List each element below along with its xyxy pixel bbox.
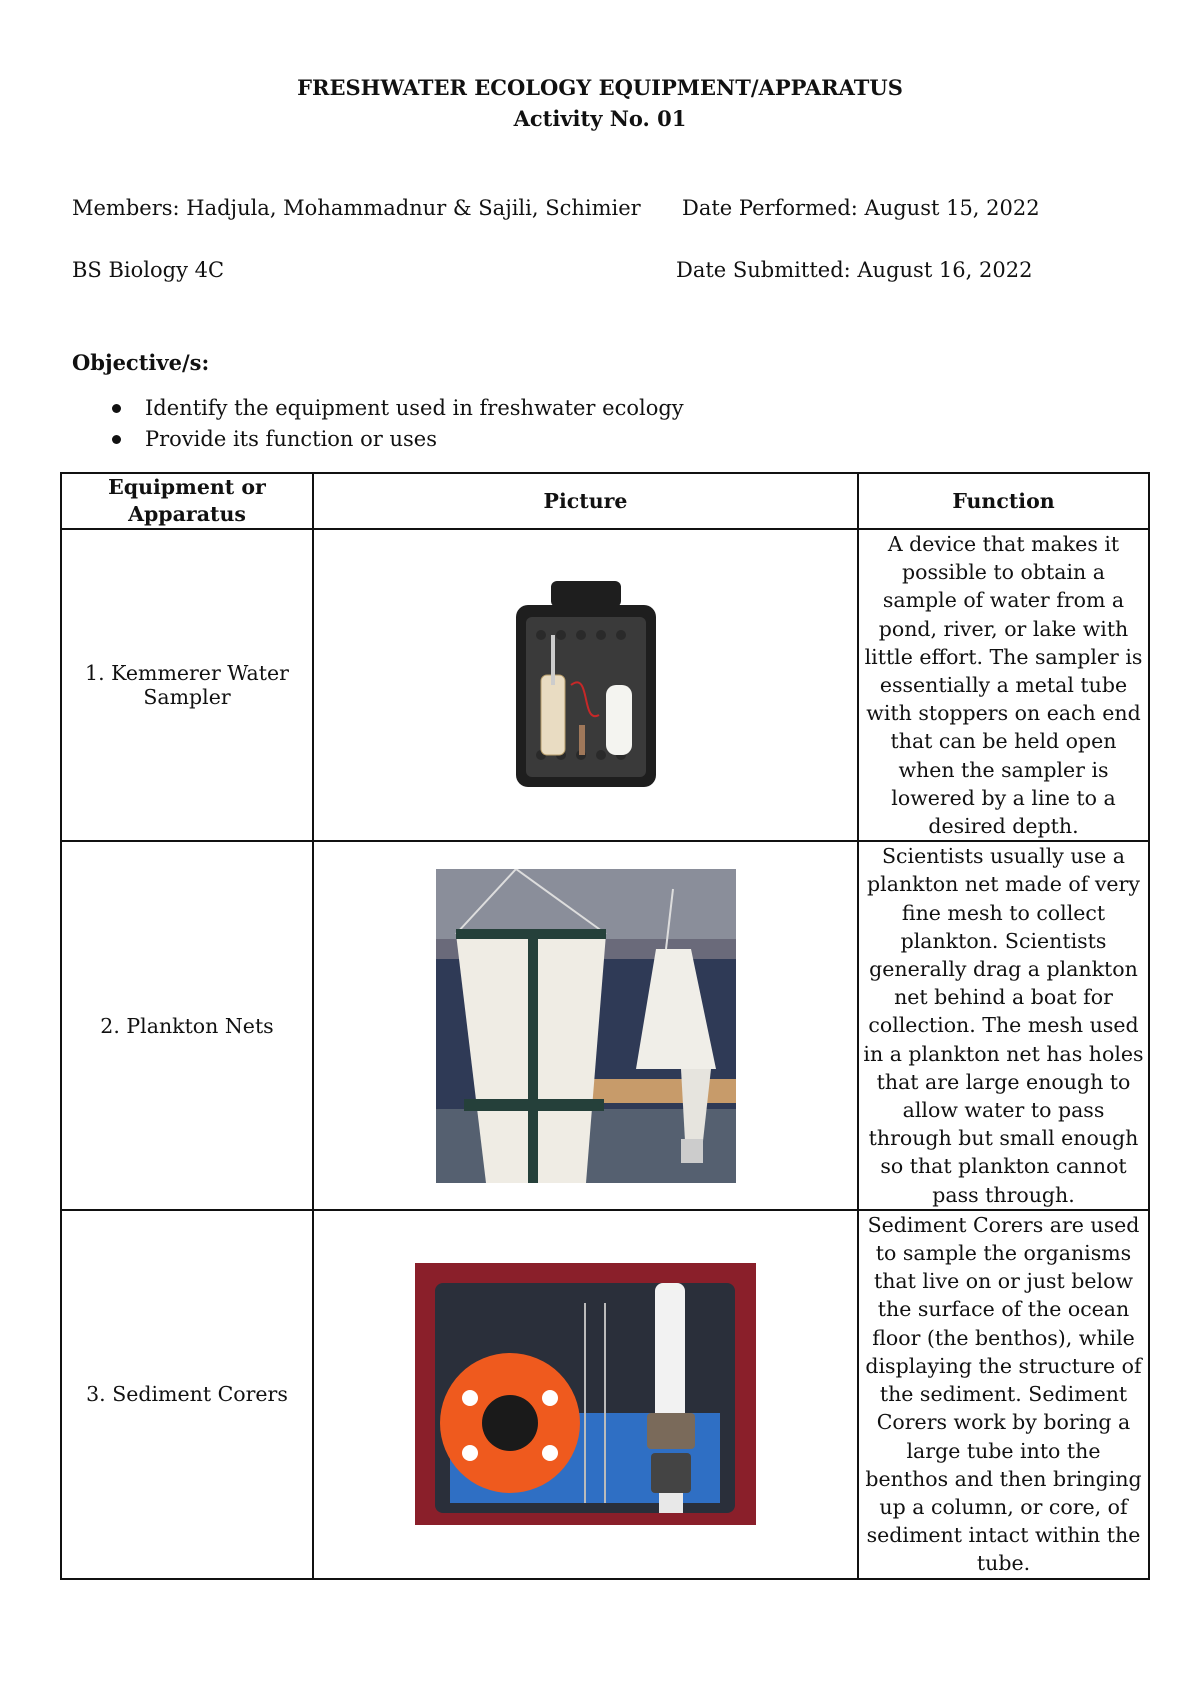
date-submitted: Date Submitted: August 16, 2022 <box>676 258 1033 282</box>
table-row <box>61 841 1149 1210</box>
function-text: A device that makes it possible to obtain a sample of water from a pond, river, or lake with little effort. The sampler is essentially a metal tube with stoppers on each end that can be held open when the sampler is lowered by a line to a desired depth. <box>858 529 1149 841</box>
plankton-nets-image <box>436 869 736 1183</box>
function-text: Sediment Corers are used to sample the organisms that live on or just below the surface of the ocean floor (the benthos), while displaying the structure of the sediment. Sediment Corers work by boring a large tube into the benthos and then bringing up a column, or core, of sediment intact within the tube. <box>858 1210 1149 1579</box>
picture-cell <box>313 1210 858 1579</box>
picture-cell <box>313 841 858 1210</box>
course-section: BS Biology 4C <box>72 258 225 282</box>
members-line: Members: Hadjula, Mohammadnur & Sajili, Schimier <box>72 196 641 220</box>
function-text: Scientists usually use a plankton net made of very fine mesh to collect plankton. Scientists generally drag a plankton net behind a boat for collection. The mesh used in a plankton net has holes that are large enough to allow water to pass through but small enough so that plankton cannot pass through. <box>858 841 1149 1210</box>
date-performed: Date Performed: August 15, 2022 <box>682 196 1040 220</box>
table-header-row <box>61 473 1149 529</box>
activity-number: Activity No. 01 <box>513 106 687 131</box>
equipment-name: 2. Plankton Nets <box>61 841 313 1210</box>
header-equipment: Equipment or Apparatus <box>61 473 313 529</box>
equipment-name: 1. Kemmerer Water Sampler <box>61 529 313 841</box>
objectives-list <box>108 393 684 455</box>
objective-item: Identify the equipment used in freshwater ecology <box>108 393 684 424</box>
kemmerer-sampler-image <box>511 575 661 795</box>
header-picture: Picture <box>313 473 858 529</box>
objectives-heading: Objective/s: <box>72 350 210 375</box>
header-function: Function <box>858 473 1149 529</box>
objective-item: Provide its function or uses <box>108 424 684 455</box>
table-row <box>61 1210 1149 1579</box>
picture-cell <box>313 529 858 841</box>
equipment-name: 3. Sediment Corers <box>61 1210 313 1579</box>
document-title: FRESHWATER ECOLOGY EQUIPMENT/APPARATUS <box>297 75 903 100</box>
equipment-table <box>60 472 1150 1580</box>
sediment-corer-image <box>415 1263 756 1525</box>
table-row <box>61 529 1149 841</box>
